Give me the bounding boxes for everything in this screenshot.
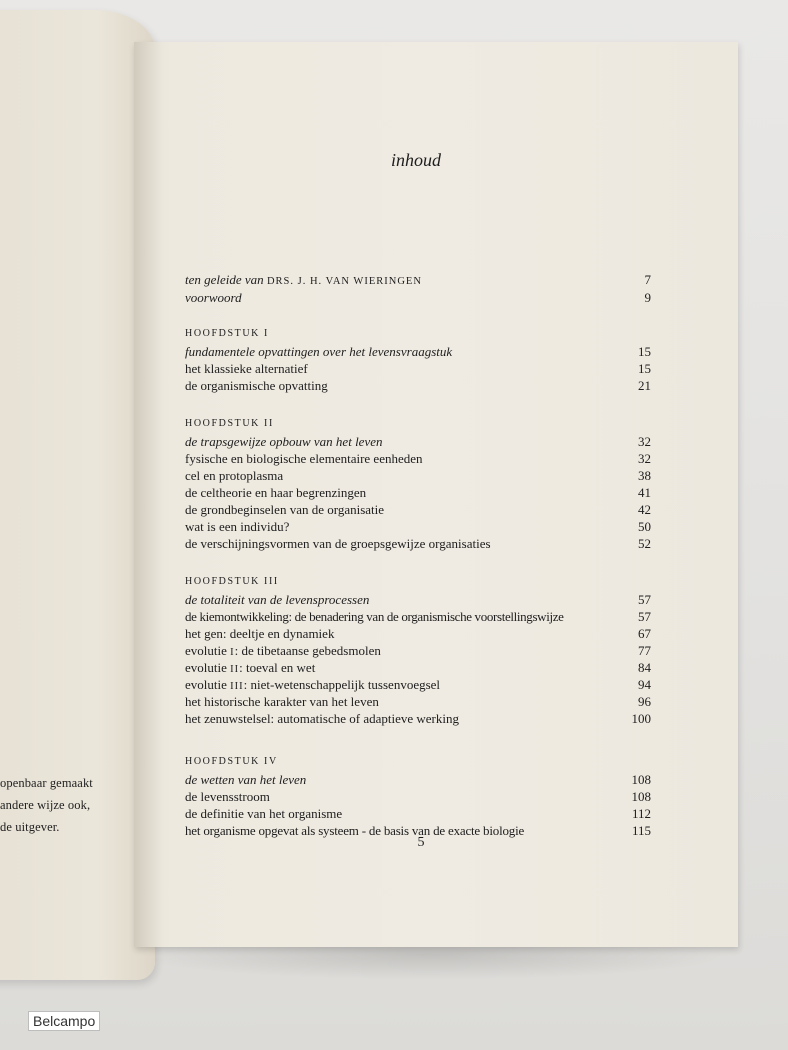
toc-entry-title: de levensstroom	[185, 789, 270, 804]
toc-entry-title: de celtheorie en haar begrenzingen	[185, 485, 367, 500]
chapter-heading: HOOFDSTUK III	[185, 576, 279, 587]
toc-entry-page: 96	[638, 694, 651, 709]
toc-entry-page: 32	[638, 451, 651, 466]
toc-entry-page: 15	[638, 361, 651, 376]
toc-entry-title: het organisme opgevat als systeem - de basis van de exacte biologie	[185, 823, 525, 838]
toc-entry-title: de kiemontwikkeling: de benadering van de organismische voorstellingswijze	[185, 609, 564, 624]
toc-entry-page: 112	[631, 806, 651, 821]
toc-entry-page: 57	[638, 609, 651, 624]
toc-entry	[185, 660, 651, 677]
toc-entry-title: : toeval en wet	[239, 660, 316, 675]
toc-entry-title: cel en protoplasma	[185, 468, 284, 483]
toc-entry	[185, 677, 651, 694]
chapter-subtitle-text: de wetten van het leven	[185, 772, 307, 787]
toc-entry-page: 9	[644, 290, 651, 305]
toc-entry-page: 57	[638, 592, 651, 607]
toc-entry-prefix: evolutie	[185, 643, 231, 658]
toc-entry	[185, 451, 651, 468]
toc-entry-title: voorwoord	[185, 290, 242, 305]
chapter-subtitle	[185, 434, 651, 451]
watermark: Belcampo	[28, 1011, 100, 1031]
toc-entry-page: 94	[638, 677, 651, 692]
toc-entry-title: de definitie van het organisme	[185, 806, 343, 821]
toc-entry	[185, 711, 651, 728]
toc-entry-page: 100	[631, 711, 651, 726]
chapter-subtitle-text: de trapsgewijze opbouw van het leven	[185, 434, 383, 449]
page-title: inhoud	[390, 150, 441, 170]
toc-entry-title: ten geleide van	[185, 272, 267, 287]
chapter-subtitle	[185, 344, 651, 361]
toc-entry-title: de grondbeginselen van de organisatie	[185, 502, 385, 517]
toc-entry	[185, 485, 651, 502]
chapter-subtitle	[185, 592, 651, 609]
toc-entry	[185, 361, 651, 378]
toc-entry	[185, 643, 651, 660]
page-number: 5	[417, 835, 425, 850]
roman-numeral: I	[230, 647, 235, 658]
toc-entry-title: : niet-wetenschappelijk tussenvoegsel	[243, 677, 441, 692]
chapter-subtitle-text: de totaliteit van de levensprocessen	[185, 592, 370, 607]
toc-entry-page: 50	[638, 519, 651, 534]
toc-entry-title: het klassieke alternatief	[185, 361, 308, 376]
toc-entry	[185, 694, 651, 711]
toc-entry-page: 108	[631, 789, 651, 804]
roman-numeral: II	[230, 664, 240, 675]
toc-entry-page: 52	[638, 536, 651, 551]
spine-shadow	[134, 42, 162, 947]
chapter-subtitle	[185, 772, 651, 789]
toc-entry-page: 21	[638, 378, 651, 393]
toc-entry	[185, 609, 651, 626]
toc-entry	[185, 378, 651, 395]
toc-entry	[185, 806, 651, 823]
left-page-line: andere wijze ook,	[0, 798, 91, 812]
toc-entry	[185, 519, 651, 536]
chapter-heading: HOOFDSTUK II	[185, 418, 274, 429]
toc-entry-title: de organismische opvatting	[185, 378, 328, 393]
chapter-heading: HOOFDSTUK I	[185, 328, 269, 339]
toc-entry-title: het gen: deeltje en dynamiek	[185, 626, 335, 641]
toc-entry-page: 108	[631, 772, 651, 787]
toc-entry-title: het historische karakter van het leven	[185, 694, 379, 709]
toc-entry	[185, 468, 651, 485]
toc-entry-page: 84	[638, 660, 651, 675]
toc-entry-page: 38	[638, 468, 651, 483]
toc-entry-title: : de tibetaanse gebedsmolen	[234, 643, 381, 658]
chapter-subtitle-text: fundamentele opvattingen over het levensvraagstuk	[185, 344, 453, 359]
chapter-heading: HOOFDSTUK IV	[185, 756, 278, 767]
toc-entry-title: het zenuwstelsel: automatische of adaptieve werking	[185, 711, 459, 726]
toc-entry-page: 32	[638, 434, 651, 449]
toc-entry-title: wat is een individu?	[185, 519, 290, 534]
toc-entry-page: 7	[644, 272, 651, 287]
toc-entry	[185, 290, 651, 307]
roman-numeral: III	[230, 681, 244, 692]
toc-entry-prefix: evolutie	[185, 677, 231, 692]
left-page	[0, 10, 155, 980]
toc-entry-page: 77	[638, 643, 651, 658]
toc-entry-title: fysische en biologische elementaire eenheden	[185, 451, 423, 466]
left-page-line: de uitgever.	[0, 820, 60, 834]
toc-entry-prefix: evolutie	[185, 660, 231, 675]
left-page-line: openbaar gemaakt	[0, 776, 93, 790]
toc-entry-author: DRS. J. H. VAN WIERINGEN	[266, 276, 422, 287]
toc-entry	[185, 502, 651, 519]
toc-entry-page: 42	[638, 502, 651, 517]
toc-entry	[185, 789, 651, 806]
toc-entry-title: de verschijningsvormen van de groepsgewijze organisaties	[185, 536, 491, 551]
toc-entry-page: 67	[638, 626, 651, 641]
toc-entry	[185, 626, 651, 643]
toc-entry-page: 115	[631, 823, 651, 838]
contents-page	[134, 42, 738, 947]
toc-entry-page: 41	[638, 485, 651, 500]
toc-entry	[185, 272, 651, 289]
toc-entry-page: 15	[638, 344, 651, 359]
toc-entry	[185, 536, 651, 553]
